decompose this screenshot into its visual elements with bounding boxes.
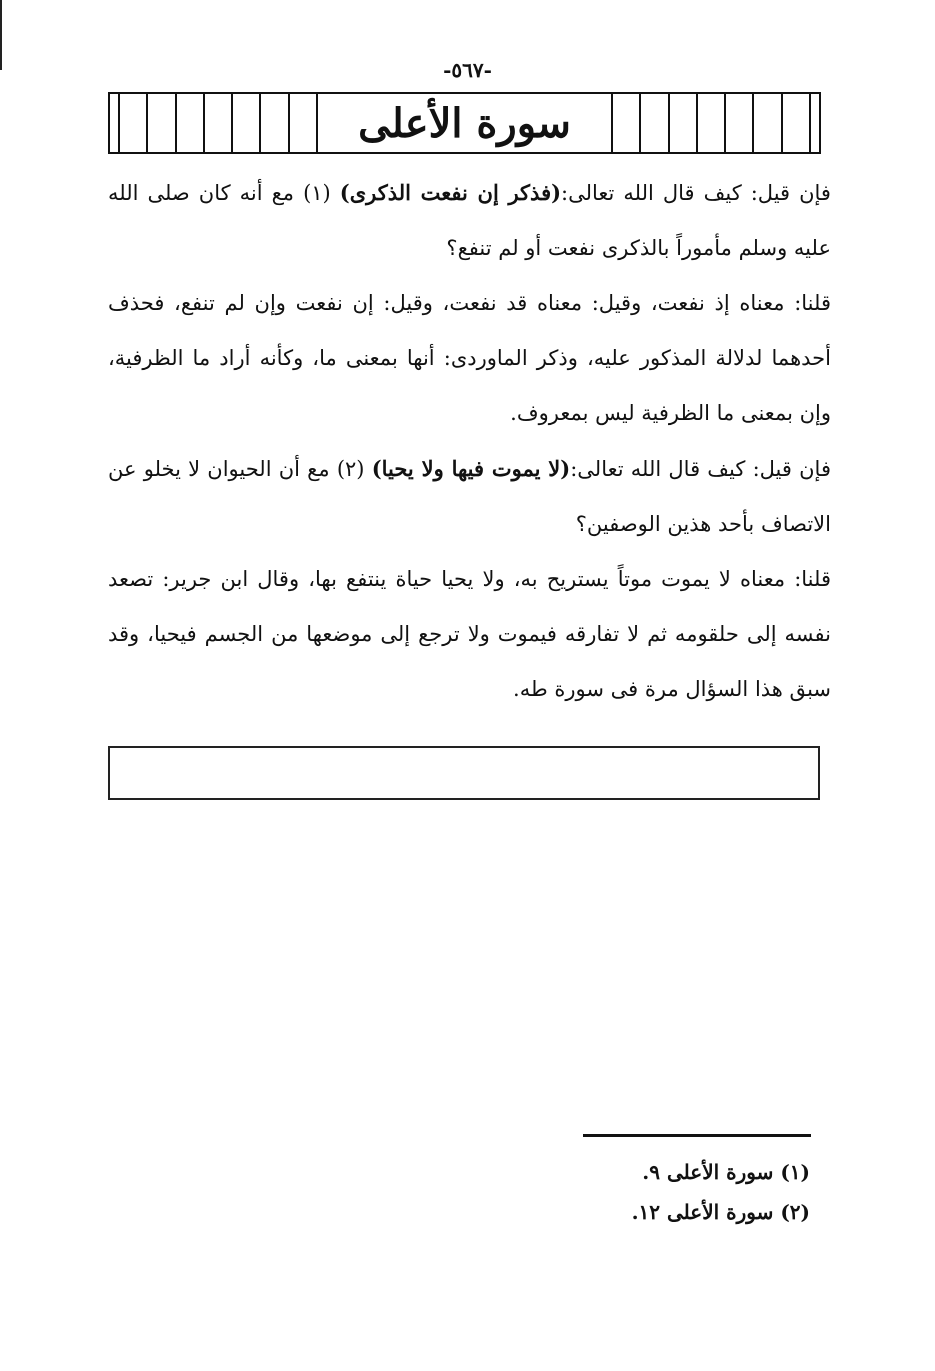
answer-2: قلنا: معناه لا يموت موتاً يستريح به، ولا يحيا حياة ينتفع بها، وقال ابن جرير: تصعد نفسه إلى حلقومه ثم لا تفارقه فيموت ولا ترجع إلى موضعها من الجسم فيحيا، وقد سبق هذا السؤال مرة فى سورة طه. bbox=[108, 567, 831, 701]
question-1 bbox=[108, 165, 831, 276]
question-1-verse: (فذكر إن نفعت الذكرى) bbox=[339, 180, 562, 205]
question-2-rest: مع أن الحيوان لا يخلو عن الاتصاف بأحد هذين الوصفين؟ bbox=[108, 457, 831, 536]
surah-title: سورة الأعلى bbox=[340, 94, 589, 152]
title-frame-stripes-right bbox=[611, 94, 811, 152]
section-end-box bbox=[108, 746, 820, 800]
question-2-verse: (لا يموت فيها ولا يحيا) bbox=[371, 456, 571, 481]
question-2-footnote-ref: (٢) bbox=[336, 457, 365, 481]
question-1-intro: فإن قيل: كيف قال الله تعالى: bbox=[561, 181, 831, 205]
surah-title-frame bbox=[108, 92, 821, 154]
footnote-1: (١) سورة الأعلى ٩. bbox=[642, 1160, 810, 1184]
question-1-footnote-ref: (١) bbox=[303, 181, 331, 205]
page-number: -٥٦٧- bbox=[443, 58, 492, 82]
footnote-2: (٢) سورة الأعلى ١٢. bbox=[631, 1200, 810, 1224]
main-text bbox=[108, 165, 831, 717]
question-2-intro: فإن قيل: كيف قال الله تعالى: bbox=[570, 457, 831, 481]
question-2 bbox=[108, 441, 831, 552]
title-frame-stripes-left bbox=[118, 94, 318, 152]
footnotes bbox=[500, 1152, 810, 1232]
footnote-separator bbox=[583, 1134, 811, 1137]
question-1-rest: مع أنه كان صلى الله عليه وسلم مأموراً بالذكرى نفعت أو لم تنفع؟ bbox=[108, 181, 831, 260]
answer-1: قلنا: معناه إذ نفعت، وقيل: معناه قد نفعت، وقيل: إن نفعت وإن لم تنفع، فحذف أحدهما لدلالة المذكور عليه، وذكر الماوردى: أنها بمعنى ما، وكأنه أراد ما الظرفية، وإن بمعنى ما الظرفية ليس بمعروف. bbox=[108, 291, 831, 425]
